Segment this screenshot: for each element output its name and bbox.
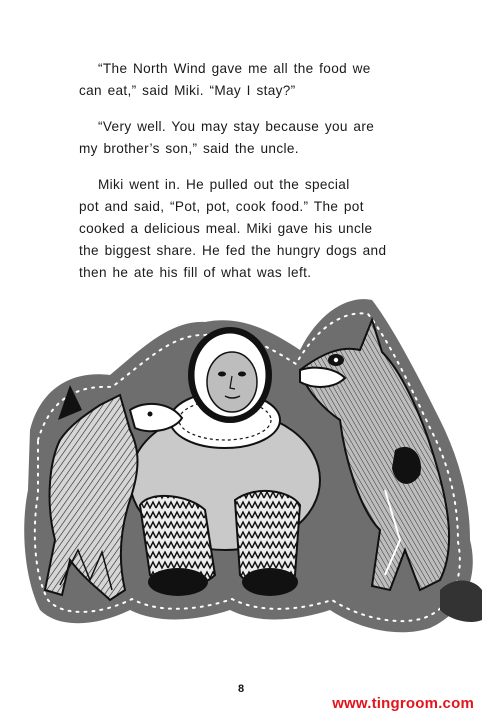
paragraph xyxy=(79,174,419,284)
watermark-url[interactable]: www.tingroom.com xyxy=(332,695,474,712)
text-line: cooked a delicious meal. Miki gave his uncle xyxy=(79,221,373,236)
story-text xyxy=(79,58,419,298)
paragraph xyxy=(79,58,419,102)
text-line: Miki went in. He pulled out the special xyxy=(98,177,350,192)
text-line: “The North Wind gave me all the food we xyxy=(98,61,371,76)
text-line: “Very well. You may stay because you are xyxy=(98,119,375,134)
page-number: 8 xyxy=(237,683,245,695)
text-line: pot and said, “Pot, pot, cook food.” The pot xyxy=(79,199,364,214)
illustration-miki-feeding-dogs xyxy=(0,290,482,640)
paragraph xyxy=(79,116,419,160)
text-line: my brother’s son,” said the uncle. xyxy=(79,141,299,156)
text-line: the biggest share. He fed the hungry dogs and xyxy=(79,243,387,258)
text-line: can eat,” said Miki. “May I stay?” xyxy=(79,83,296,98)
text-line: then he ate his fill of what was left. xyxy=(79,265,312,280)
